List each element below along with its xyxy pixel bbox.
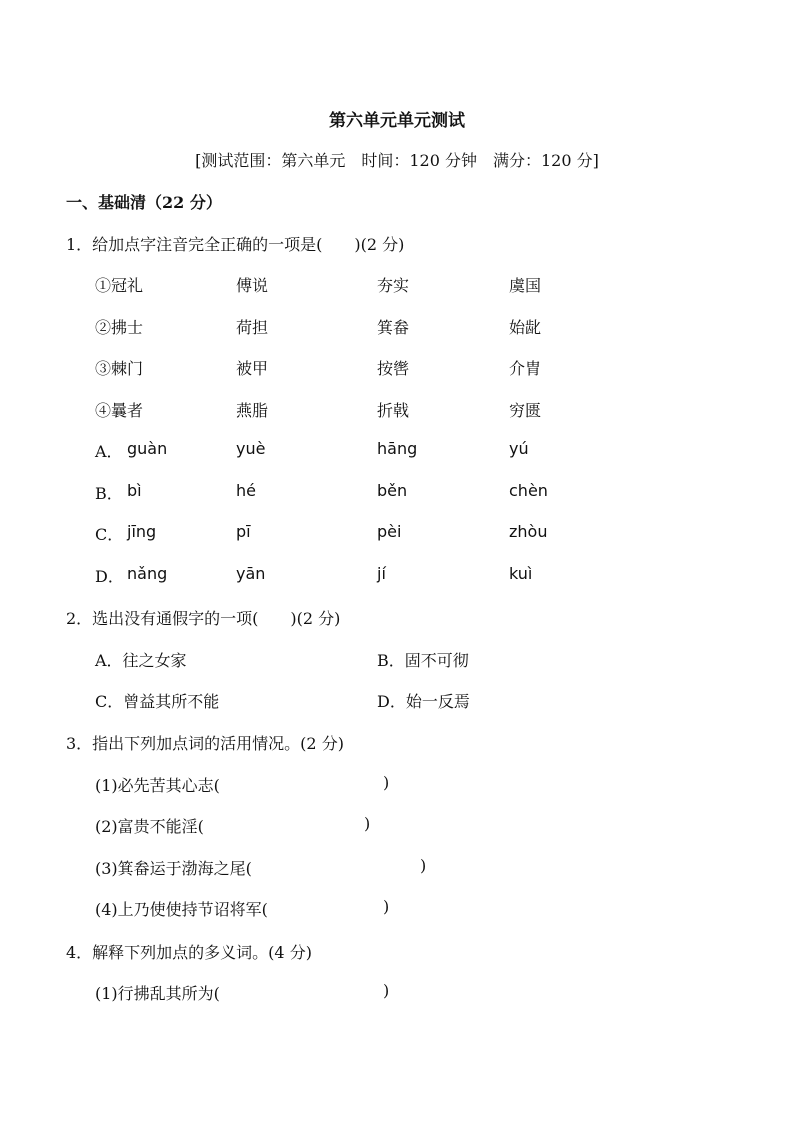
q1-word: ①冠礼 [95, 276, 144, 295]
pinyin-value: yān [236, 564, 266, 583]
question-2-stem: 2．选出没有通假字的一项( )(2 分) [66, 609, 341, 628]
pinyin-value: chèn [509, 481, 548, 500]
q1-word: 虞国 [509, 276, 542, 295]
pinyin-value: yú [509, 439, 529, 458]
page-subtitle: [测试范围：第六单元 时间：120 分钟 满分：120 分] [195, 151, 599, 170]
page-title: 第六单元单元测试 [329, 111, 465, 131]
q2-option-b: B．固不可彻 [377, 651, 469, 670]
q3-item: (4)上乃使使持节诏将军( [95, 900, 268, 919]
pinyin-value: pī [236, 522, 251, 541]
pinyin-value: nǎng [127, 564, 168, 583]
q1-word: ②拂士 [95, 318, 144, 337]
pinyin-value: jí [377, 564, 386, 583]
q2-option-a: A．往之女家 [95, 651, 187, 670]
q1-word: 燕脂 [236, 401, 269, 420]
pinyin-value: hāng [377, 439, 418, 458]
q4-close-paren: ) [383, 981, 390, 1000]
q1-word: ④曩者 [95, 401, 144, 420]
q3-close-paren: ) [383, 773, 390, 792]
q2-option-d: D．始一反焉 [377, 692, 470, 711]
q3-item: (3)箕畚运于渤海之尾( [95, 859, 252, 878]
q1-word: 介胄 [509, 359, 542, 378]
q3-item: (2)富贵不能淫( [95, 817, 204, 836]
section-heading: 一、基础清（22 分） [66, 193, 222, 212]
question-1-stem: 1．给加点字注音完全正确的一项是( )(2 分) [66, 235, 405, 254]
option-label: C． [95, 525, 124, 544]
pinyin-value: jīng [127, 522, 157, 541]
pinyin-value: pèi [377, 522, 402, 541]
q1-word: 荷担 [236, 318, 269, 337]
q3-item: (1)必先苦其心志( [95, 776, 220, 795]
pinyin-value: yuè [236, 439, 266, 458]
q1-word: 箕畚 [377, 318, 410, 337]
q1-word: 夯实 [377, 276, 410, 295]
q1-word: 按辔 [377, 359, 410, 378]
question-3-stem: 3．指出下列加点词的活用情况。(2 分) [66, 734, 344, 753]
option-label: A． [95, 442, 123, 461]
pinyin-value: zhòu [509, 522, 548, 541]
q1-word: 折戟 [377, 401, 410, 420]
q1-word: ③棘门 [95, 359, 144, 378]
q3-close-paren: ) [420, 856, 427, 875]
q4-item: (1)行拂乱其所为( [95, 984, 220, 1003]
option-label: D． [95, 567, 124, 586]
q3-close-paren: ) [364, 814, 371, 833]
question-4-stem: 4．解释下列加点的多义词。(4 分) [66, 943, 312, 962]
q1-word: 被甲 [236, 359, 269, 378]
pinyin-value: běn [377, 481, 408, 500]
q1-word: 始龀 [509, 318, 542, 337]
q1-word: 傅说 [236, 276, 269, 295]
pinyin-value: guàn [127, 439, 168, 458]
pinyin-value: bì [127, 481, 142, 500]
q1-word: 穷匮 [509, 401, 542, 420]
pinyin-value: kuì [509, 564, 533, 583]
q3-close-paren: ) [383, 897, 390, 916]
pinyin-value: hé [236, 481, 256, 500]
q2-option-c: C．曾益其所不能 [95, 692, 220, 711]
option-label: B． [95, 484, 123, 503]
